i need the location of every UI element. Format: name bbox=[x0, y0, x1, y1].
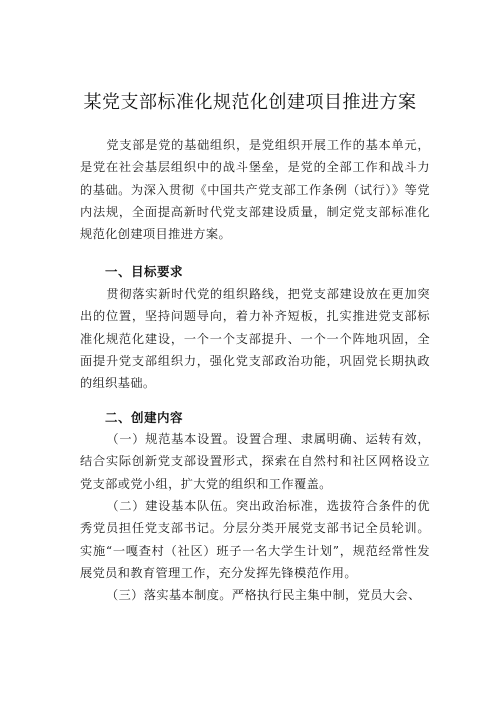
intro-paragraph bbox=[80, 134, 430, 245]
section2-item2-text: （二）建设基本队伍。突出政治标准，选拔符合条件的优秀党员担任党支部书记。分层分类开展党支部书记全员轮训。实施“一嘎查村（社区）班子一名大学生计划”，规范经常性发展党员和教育管理工作，充分发挥先锋模范作用。 bbox=[80, 499, 430, 580]
section1-text: 贯彻落实新时代党的组织路线，把党支部建设放在更加突出的位置，坚持问题导向，着力补齐短板，扎实推进党支部标准化规范化建设，一个一个支部提升、一个一个阵地巩固，全面提升党支部组织力，强化党支部政治功能，巩固党长期执政的组织基础。 bbox=[80, 287, 430, 391]
document-title: 某党支部标准化规范化创建项目推进方案 bbox=[83, 92, 417, 113]
intro-text: 党支部是党的基础组织，是党组织开展工作的基本单元，是党在社会基层组织中的战斗堡垒，是党的全部工作和战斗力的基础。为深入贯彻《中国共产党支部工作条例（试行）》等党内法规，全面提高新时代党支部建设质量，制定党支部标准化规范化创建项目推进方案。 bbox=[80, 138, 430, 242]
section2-heading: 二、创建内容 bbox=[105, 410, 184, 425]
section2-item2-paragraph bbox=[80, 495, 430, 584]
section2-item3-paragraph bbox=[80, 584, 430, 606]
section1-heading: 一、目标要求 bbox=[105, 264, 184, 279]
section2-item1-text: （一）规范基本设置。设置合理、隶属明确、运转有效，结合实际创新党支部设置形式，探索在自然村和社区网格设立党支部或党小组，扩大党的组织和工作覆盖。 bbox=[80, 432, 430, 491]
section2-item3-text: （三）落实基本制度。严格执行民主集中制，党员大会、 bbox=[106, 588, 421, 602]
section2-item1-paragraph bbox=[80, 428, 430, 495]
section1-paragraph bbox=[80, 283, 430, 394]
